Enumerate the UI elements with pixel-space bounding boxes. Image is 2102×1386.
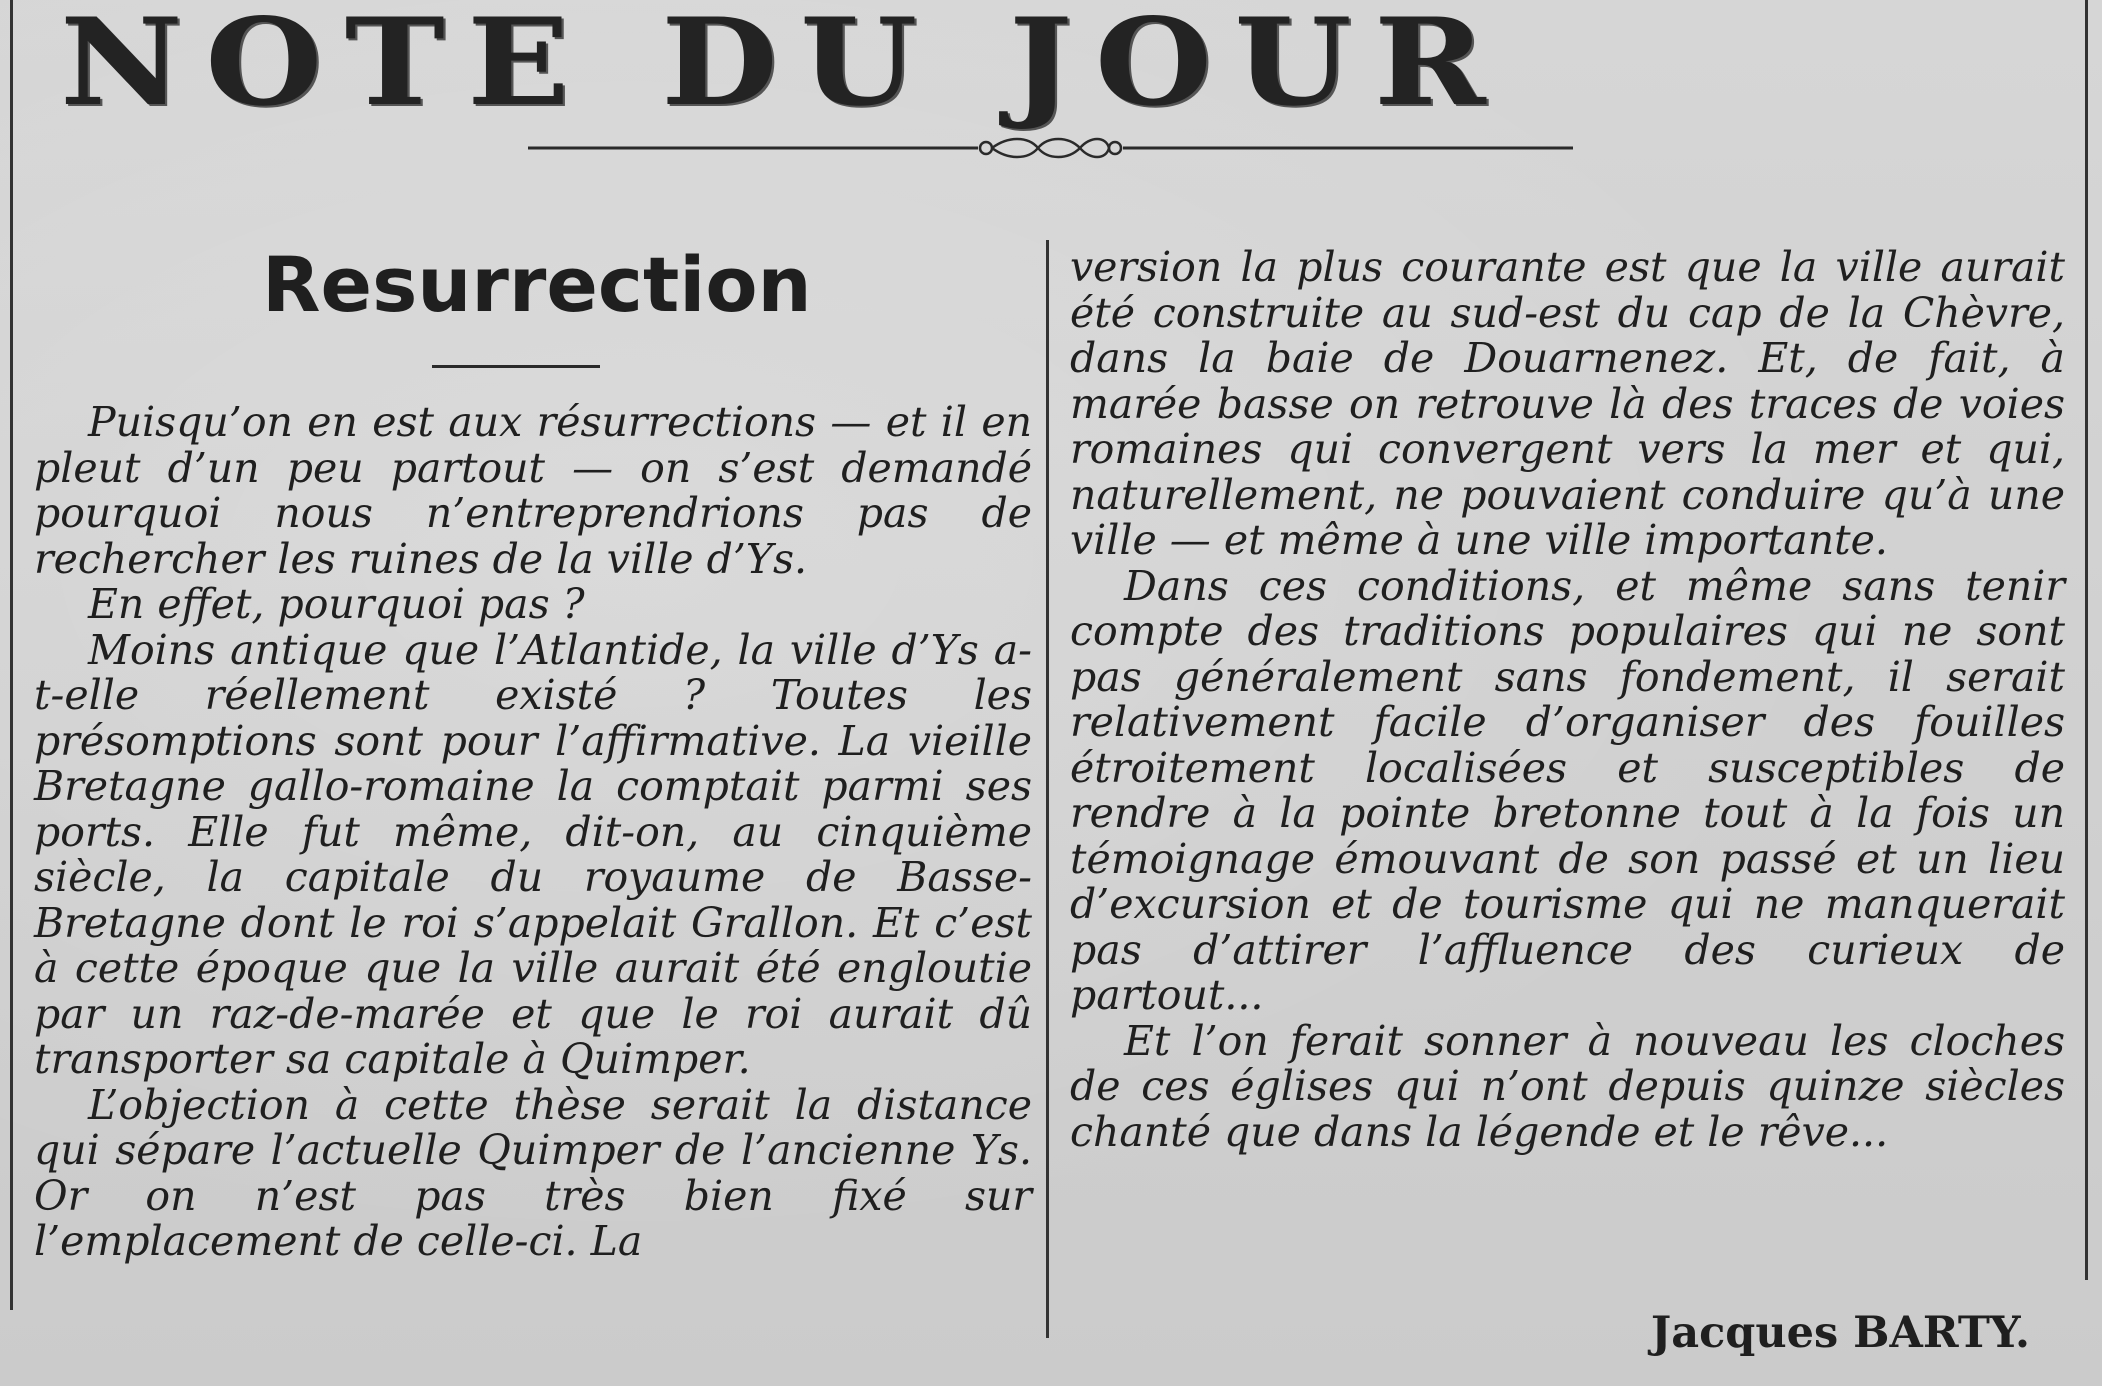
article-column-right <box>1070 245 2065 1155</box>
paragraph: Puisqu’on en est aux résurrections — et il en pleut d’un peu partout — on s’est demandé pourquoi nous n’entreprendrions pas de rechercher les ruines de la ville d’Ys. <box>34 398 1032 583</box>
article-column-left <box>34 400 1032 1265</box>
paragraph: Dans ces conditions, et même sans tenir compte des traditions populaires qui ne sont pas généralement sans fondement, il serait relativement facile d’organiser des fouilles étroitement localisées et susceptibles de rendre à la pointe bretonne tout à la fois un témoignage émouvant de son passé et un lieu d’excursion et de tourisme qui ne manquerait pas d’attirer l’affluence des curieux de partout... <box>1070 561 2065 1019</box>
paragraph: Et l’on ferait sonner à nouveau les cloches de ces églises qui n’ont depuis quinze siècles chanté que dans la légende et le rêve... <box>1070 1016 2065 1156</box>
paragraph: version la plus courante est que la ville aurait été construite au sud-est du cap de la Chèvre, dans la baie de Douarnenez. Et, de fait, à marée basse on retrouve là des traces de voies romaines qui convergent vers la mer et qui, naturellement, ne pouvaient conduire qu’à une ville — et même à une ville importante. <box>1070 243 2065 564</box>
paragraph: En effet, pourquoi pas ? <box>88 580 585 628</box>
author-signature: Jacques BARTY. <box>1650 1308 2030 1358</box>
paragraph: Moins antique que l’Atlantide, la ville d’Ys a-t-elle réellement existé ? Toutes les présomptions sont pour l’affirmative. La vieille Bretagne gallo-romaine la comptait parmi ses ports. Elle fut même, dit-on, au cinquième siècle, la capitale du royaume de Basse-Bretagne dont le roi s’appelait Grallon. Et c’est à cette époque que la ville aurait été engloutie par un raz-de-marée et que le roi aurait dû transporter sa capitale à Quimper. <box>34 625 1032 1083</box>
left-border-rule <box>10 0 13 1310</box>
masthead-title: NOTE DU JOUR <box>60 0 1509 133</box>
headline-divider <box>432 365 600 368</box>
scroll-flourish-icon <box>528 136 1573 160</box>
paragraph: L’objection à cette thèse serait la distance qui sépare l’actuelle Quimper de l’ancienne Ys. Or on n’est pas très bien fixé sur l’emplacement de celle-ci. La <box>34 1080 1032 1265</box>
right-border-rule <box>2085 0 2088 1280</box>
column-divider <box>1046 240 1049 1338</box>
article-headline: Resurrection <box>262 240 812 329</box>
